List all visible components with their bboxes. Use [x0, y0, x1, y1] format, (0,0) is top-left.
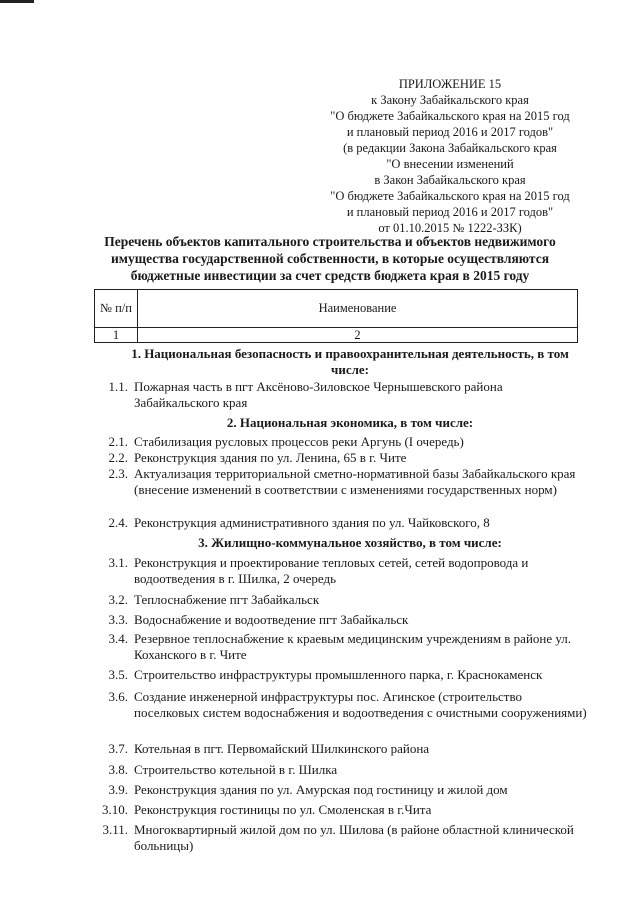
document-title [96, 233, 564, 284]
list-item [90, 466, 590, 498]
appendix-line: "О бюджете Забайкальского края на 2015 год [330, 189, 570, 203]
item-text: Создание инженерной инфраструктуры пос. Агинское (строительство поселковых систем водоснабжения и водоотведения с очистными сооружениями) [134, 689, 587, 720]
appendix-line: ПРИЛОЖЕНИЕ 15 [398, 77, 502, 91]
title-line: Перечень объектов капитального строительства и объектов недвижимого [104, 234, 556, 249]
item-text: Многоквартирный жилой дом по ул. Шилова (в районе областной клинической больницы) [134, 822, 574, 853]
item-text: Реконструкция здания по ул. Амурская под гостиницу и жилой дом [134, 782, 508, 797]
item-number: 3.3. [108, 612, 128, 627]
list-item [90, 592, 590, 608]
item-number: 3.4. [108, 631, 128, 646]
appendix-block [300, 76, 600, 236]
list-item [90, 612, 590, 628]
appendix-line: "О внесении изменений [386, 157, 514, 171]
item-number: 3.7. [108, 741, 128, 756]
item-text: Теплоснабжение пгт Забайкальск [134, 592, 320, 607]
section-title: 2. Национальная экономика, в том числе: [226, 415, 474, 430]
list-item [90, 762, 590, 778]
item-text: Реконструкция гостиницы по ул. Смоленская в г.Чита [134, 802, 432, 817]
item-number: 3.10. [102, 802, 128, 817]
item-number: 1.1. [108, 379, 128, 394]
col-name-header: Наименование [138, 290, 578, 328]
section-title: 1. Национальная безопасность и правоохранительная деятельность, в том числе: [131, 346, 569, 377]
list-item [90, 379, 590, 411]
col-name-index: 2 [138, 328, 578, 343]
item-number: 2.3. [108, 466, 128, 481]
list-item [90, 450, 590, 466]
item-text: Резервное теплоснабжение к краевым медицинским учреждениям в районе ул. Коханского в г. Чите [134, 631, 572, 662]
item-number: 3.11. [102, 822, 128, 837]
header-table [94, 289, 578, 343]
item-number: 2.1. [108, 434, 128, 449]
item-text: Реконструкция и проектирование тепловых сетей, сетей водопровода и водоотведения в г. Шилка, 2 очередь [134, 555, 529, 586]
appendix-line: к Закону Забайкальского края [371, 93, 529, 107]
item-number: 3.2. [108, 592, 128, 607]
scan-corner-mark [0, 0, 34, 3]
title-line: имущества государственной собственности, в которые осуществляются [110, 251, 550, 266]
item-text: Котельная в пгт. Первомайский Шилкинского района [134, 741, 430, 756]
appendix-line: и плановый период 2016 и 2017 годов" [346, 205, 554, 219]
appendix-line: в Закон Забайкальского края [374, 173, 526, 187]
appendix-line: от 01.10.2015 № 1222-ЗЗК) [378, 221, 522, 235]
section-title: 3. Жилищно-коммунальное хозяйство, в том числе: [198, 535, 502, 550]
item-text: Строительство инфраструктуры промышленного парка, г. Краснокаменск [134, 667, 543, 682]
item-number: 3.1. [108, 555, 128, 570]
appendix-line: (в редакции Закона Забайкальского края [343, 141, 557, 155]
item-number: 2.4. [108, 515, 128, 530]
item-text: Водоснабжение и водоотведение пгт Забайкальск [134, 612, 409, 627]
item-text: Реконструкция административного здания по ул. Чайковского, 8 [134, 515, 490, 530]
list-item [90, 741, 590, 757]
list-item [90, 802, 590, 818]
list-item [90, 822, 590, 854]
list-item [90, 689, 590, 721]
col-number-index: 1 [95, 328, 138, 343]
list-item [90, 555, 590, 587]
item-text: Строительство котельной в г. Шилка [134, 762, 338, 777]
list-item [90, 782, 590, 798]
item-number: 2.2. [108, 450, 128, 465]
item-number: 3.5. [108, 667, 128, 682]
list-item [90, 667, 590, 683]
item-text: Реконструкция здания по ул. Ленина, 65 в г. Чите [134, 450, 407, 465]
item-text: Пожарная часть в пгт Аксёново-Зиловское Чернышевского района Забайкальского края [134, 379, 503, 410]
item-text: Актуализация территориальной сметно-нормативной базы Забайкальского края (внесение изменений в соответствии с изменениями государственных норм) [134, 466, 576, 497]
col-number-header: № п/п [95, 290, 138, 328]
appendix-line: "О бюджете Забайкальского края на 2015 год [330, 109, 570, 123]
list-item [90, 631, 590, 663]
item-text: Стабилизация русловых процессов реки Аргунь (I очередь) [134, 434, 464, 449]
title-line: бюджетные инвестиции за счет средств бюджета края в 2015 году [130, 268, 530, 283]
item-number: 3.8. [108, 762, 128, 777]
item-number: 3.6. [108, 689, 128, 704]
appendix-line: и плановый период 2016 и 2017 годов" [346, 125, 554, 139]
item-number: 3.9. [108, 782, 128, 797]
list-item [90, 434, 590, 450]
list-item [90, 515, 590, 531]
